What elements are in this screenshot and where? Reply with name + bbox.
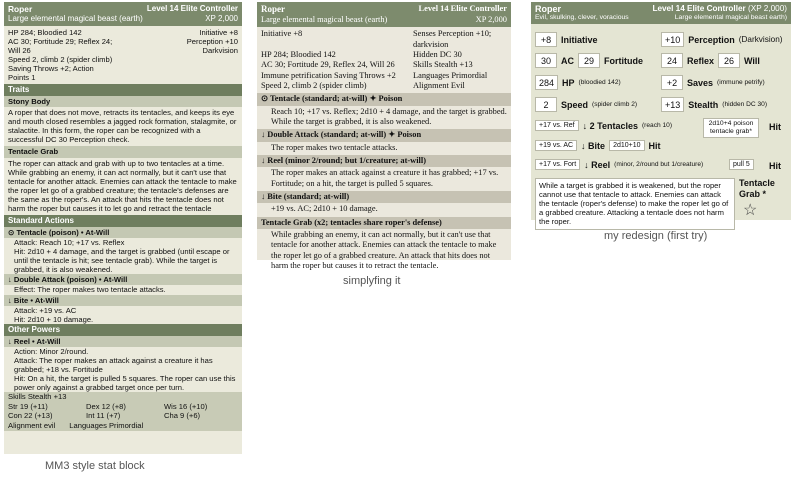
saves-label: Saves [687, 77, 714, 88]
saves-value: +2 [661, 75, 683, 90]
traits-header: Traits [4, 84, 242, 96]
tentacle-attack: Attack: Reach 10; +17 vs. Reflex [14, 237, 125, 247]
stony-body-text: A roper that does not move, retracts its tentacles, and keeps its eye and mouth closed resembles a jagged rock formation, stalagmite, or stalactite. In this form, the roper can be recognized with a successful DC 30 Perception check. [8, 108, 237, 145]
caption-redesign: my redesign (first try) [604, 230, 708, 242]
defenses: AC 30; Fortitude 29, Reflex 24, Will 26 [261, 60, 395, 70]
reflex-label: Reflex [687, 55, 715, 66]
stealth-label: Stealth [688, 99, 719, 110]
hp-line: HP 284; Bloodied 142 [8, 27, 82, 37]
con-score: Con 22 (+13) [8, 411, 53, 421]
monster-xp: (XP 2,000) [748, 4, 787, 13]
speed-row [535, 97, 637, 112]
bite-title: ↓ Bite • At-Will [4, 295, 242, 306]
darkvision: Darkvision [202, 45, 238, 55]
immune-saves: Immune petrification Saving Throws +2 [261, 70, 396, 80]
bite-hit-label: Hit [648, 140, 661, 151]
dex-score: Dex 12 (+8) [86, 402, 126, 412]
double-attack-bar: ↓ Double Attack (standard; at-will) ✦ Poison [257, 129, 511, 141]
speed: Speed 2, climb 2 (spider climb) [8, 55, 113, 64]
double-attack-title: ↓ Double Attack (poison) • At-Will [4, 274, 242, 285]
monster-type: Large elemental magical beast (earth) [261, 15, 388, 25]
tentacle-grab-label: Tentacle Grab * [739, 178, 775, 199]
redesign-stat-block [531, 2, 791, 227]
ac-value: 30 [535, 53, 557, 68]
tentacle-hit: Hit: 2d10 + 4 damage, and the target is grabbed (until escape or until the tentacle is hit; see tentacle grab). While the target is grabbed, it is also weakened. [14, 247, 230, 275]
bite-row [535, 140, 661, 151]
bite-label: ↓ Bite [581, 140, 606, 151]
tentacle-grab-text: The roper can attack and grab with up to two tentacles at a time. While grabbing an enemy, it can act normally, but it can't use that tentacle for another attack. Enemies can attack the tentacle to make the roper let go of a grabbed creature; the tentacle's defenses are the same as the roper's. An attack that hits the tentacle does not harm the roper but causes it to let go and retract the tentacle [8, 158, 237, 214]
reel-title: ↓ Reel • At-Will [4, 336, 242, 347]
simp-stats [257, 27, 511, 93]
stealth-note: (hidden DC 30) [722, 101, 768, 108]
bite-bar: ↓ Bite (standard; at-will) [257, 191, 511, 203]
bite-hit: Hit: 2d10 + 10 damage. [14, 314, 94, 324]
will-label: Will [744, 55, 760, 66]
will-value: 26 [718, 53, 740, 68]
tentacle-note: (reach 10) [641, 122, 673, 129]
initiative: Initiative +8 [199, 27, 238, 37]
defense-row [535, 53, 643, 68]
monster-type: Large elemental magical beast earth) [674, 14, 787, 22]
reel-bar: ↓ Reel (minor 2/round; but 1/creature; at-will) [257, 155, 511, 167]
tentacle-attack-row [535, 120, 672, 131]
perception-value: +10 [661, 32, 684, 47]
tentacle-attack-bonus: +17 vs. Ref [535, 120, 579, 131]
tentacle-grab-bar: Tentacle Grab (x2; tentacles share roper's defense) [257, 217, 511, 229]
hp-row [535, 75, 621, 90]
mm3-stat-block [4, 2, 242, 454]
cha-score: Cha 9 (+6) [164, 411, 201, 421]
reel-attack: Attack: The roper makes an attack against a creature it has grabbed; +18 vs. Fortitude [14, 355, 213, 374]
star-icon: ☆ [743, 202, 758, 219]
will: Will 26 [8, 45, 31, 55]
defenses: AC 30; Fortitude 29; Reflex 24; [8, 36, 113, 46]
reel-note: (minor, 2/round but 1/creature) [614, 161, 704, 168]
tentacle-grab-title: Tentacle Grab [4, 146, 242, 157]
reel-hit: Hit: On a hit, the target is pulled 5 squares. The roper can use this power only against a grabbed target once per turn. [14, 373, 236, 393]
caption-simp: simplyfing it [343, 275, 401, 287]
alignment: Alignment evil [8, 420, 56, 430]
simp-header [257, 2, 511, 27]
languages: Languages Primordial [69, 420, 144, 430]
monster-xp: XP 2,000 [475, 15, 507, 25]
initiative-label: Initiative [561, 34, 598, 45]
speed-note: (spider climb 2) [592, 101, 638, 108]
languages: Languages Primordial [413, 70, 488, 80]
fortitude-label: Fortitude [604, 55, 643, 66]
mm3-stats [4, 26, 242, 85]
tentacle-power-title: ⊙ Tentacle (poison) • At-Will [4, 227, 242, 238]
hp-value: 284 [535, 75, 558, 90]
reflex-value: 24 [661, 53, 683, 68]
saves-note: (immune petrify) [717, 79, 765, 86]
tentacle-hit-label: Hit [769, 122, 781, 132]
ability-scores [4, 402, 242, 420]
reel-attack-bonus: +17 vs. Fort [535, 159, 580, 170]
hp-line: HP 284; Bloodied 142 [261, 50, 336, 60]
alignment: Alignment Evil [413, 81, 465, 91]
saving-throws: Saving Throws +2; Action [8, 64, 94, 74]
monster-type: Large elemental magical beast (earth) [8, 14, 143, 24]
double-attack-effect: Effect: The roper makes two tentacle attacks. [14, 285, 166, 295]
bite-text: +19 vs. AC; 2d10 + 10 damage. [271, 204, 378, 214]
speed-label: Speed [561, 99, 589, 110]
reel-damage: pull 5 [729, 159, 754, 170]
stealth-value: +13 [661, 97, 684, 112]
simplified-stat-block [257, 2, 511, 270]
hp-note: (bloodied 142) [578, 79, 621, 86]
tentacle-damage: 2d10+4 poison tentacle grab* [703, 118, 759, 138]
saves-row [661, 75, 765, 90]
tentacle-text: Reach 10; +17 vs. Reflex; 2d10 + 4 damage, and the target is grabbed. While the target is grabbed, it is also weakened. [271, 106, 507, 127]
ac-label: AC [561, 55, 574, 66]
fortitude-value: 29 [578, 53, 600, 68]
monster-name: Roper [261, 4, 285, 14]
reel-row [535, 159, 703, 170]
bite-attack-bonus: +19 vs. AC [535, 140, 577, 151]
monster-level: Level 14 Elite Controller [146, 4, 238, 13]
speed-value: 2 [535, 97, 557, 112]
hidden-dc: Hidden DC 30 [413, 50, 462, 60]
action-points: Points 1 [8, 73, 36, 83]
monster-xp: XP 2,000 [205, 14, 238, 24]
wis-score: Wis 16 (+10) [164, 402, 208, 412]
monster-tags: Evil, skulking, clever, voracious [535, 14, 629, 22]
str-score: Str 19 (+11) [8, 402, 48, 412]
tentacle-grab-text: While a target is grabbed it is weakened, but the roper cannot use that tentacle to attack. Enemies can attack the tentacle (roper's defense) to make the roper let go of a grabbed creature. Attacking a tentacle does not harm the roper. [535, 178, 735, 230]
redesign-header [531, 2, 791, 24]
tentacle-label: ↓ 2 Tentacles [582, 120, 638, 131]
monster-level: Level 14 Elite Controller [418, 4, 507, 13]
perception-row [661, 32, 782, 47]
monster-name: Roper [8, 4, 33, 14]
other-powers-header: Other Powers [4, 324, 242, 336]
standard-actions-header: Standard Actions [4, 215, 242, 227]
bite-damage: 2d10+10 [609, 140, 644, 151]
perception: Perception +10 [186, 36, 238, 46]
monster-name: Roper [535, 4, 562, 14]
mm3-header [4, 2, 242, 26]
perception-label: Perception [688, 34, 735, 45]
skills: Skills Stealth +13 [4, 392, 242, 402]
int-score: Int 11 (+7) [86, 411, 121, 421]
stealth-row [661, 97, 767, 112]
monster-level: Level 14 Elite Controller [652, 4, 746, 13]
bite-attack: Attack: +19 vs. AC [14, 305, 77, 315]
caption-mm3: MM3 style stat block [45, 460, 145, 472]
tentacle-grab-text: While grabbing an enemy, it can act normally, but it can't use that tentacle for another attack. Enemies can attack the tentacle to make the roper let go of a grabbed creature. An attack that hits does not harm the roper but causes it to retract the tentacle. [271, 229, 497, 270]
initiative: Initiative +8 [261, 29, 303, 39]
reflex-will-row [661, 53, 760, 68]
reel-text: The roper makes an attack against a creature it has grabbed; +17 vs. Fortitude; on a hit, the target is pulled 5 squares. [271, 168, 499, 188]
hp-label: HP [562, 77, 575, 88]
tentacle-bar: ⊙ Tentacle (standard; at-will) ✦ Poison [257, 93, 511, 105]
reel-hit-label: Hit [769, 161, 781, 171]
perception-note: (Darkvision) [738, 35, 783, 44]
initiative-value: +8 [535, 32, 557, 47]
skills: Skills Stealth +13 [413, 60, 473, 70]
double-attack-text: The roper makes two tentacle attacks. [271, 142, 398, 152]
stony-body-title: Stony Body [4, 96, 242, 107]
senses: Senses Perception +10; darkvision [413, 29, 492, 49]
initiative-row [535, 32, 598, 47]
speed: Speed 2, climb 2 (spider climb) [261, 81, 367, 91]
reel-action: Action: Minor 2/round. [14, 346, 89, 356]
alignment-languages [4, 421, 242, 431]
reel-label: ↓ Reel [584, 159, 611, 170]
